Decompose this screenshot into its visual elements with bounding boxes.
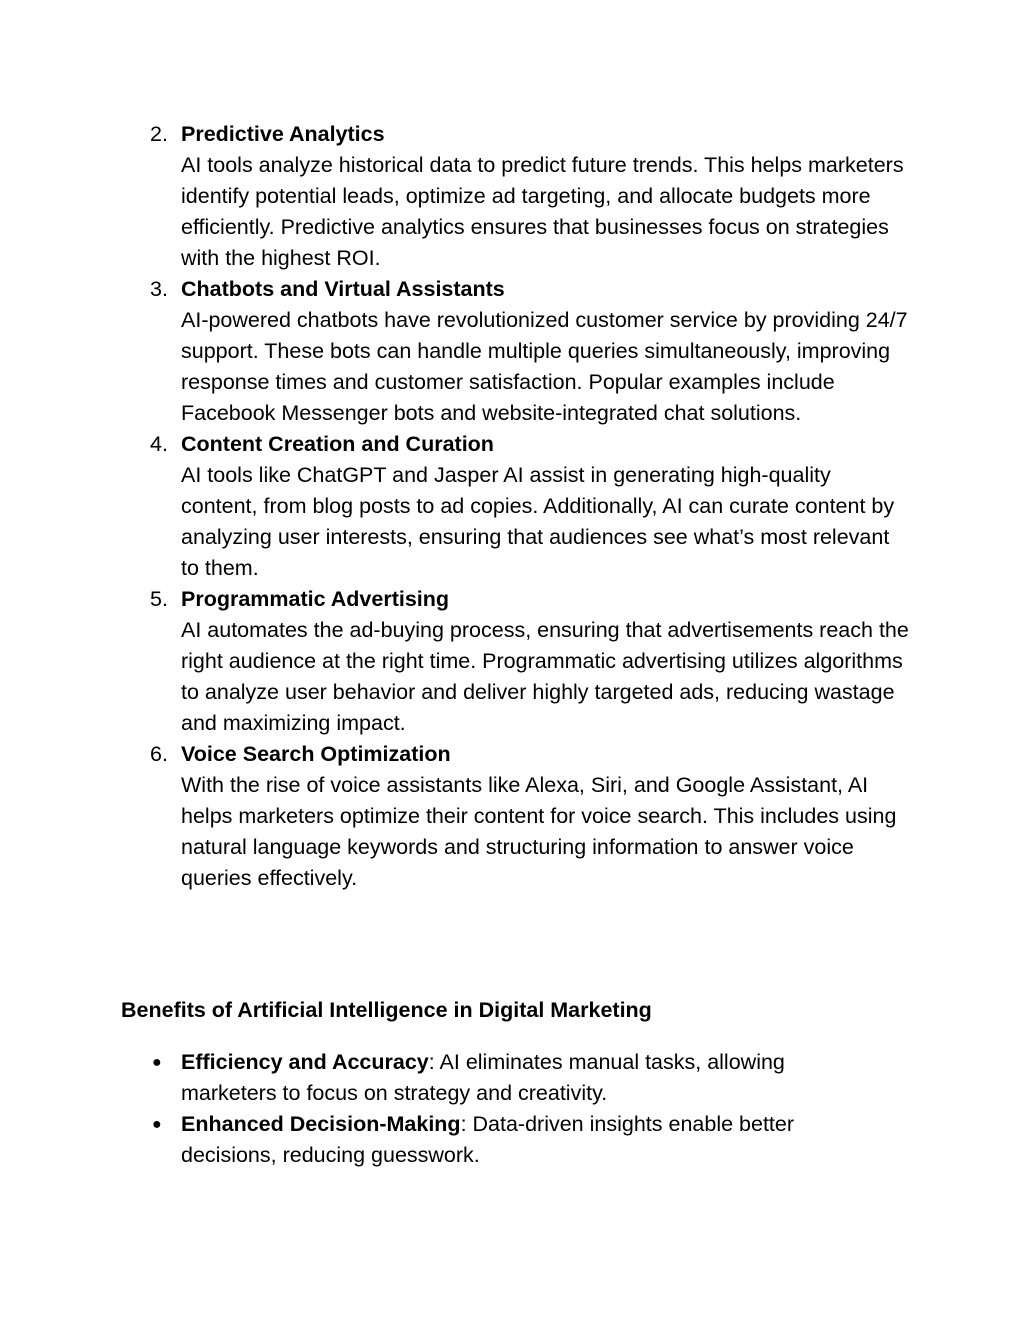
list-item-title: Voice Search Optimization [181,742,451,766]
list-item-title: Content Creation and Curation [181,432,494,456]
list-item-description: With the rise of voice assistants like Alexa, Siri, and Google Assistant, AI helps marketers optimize their content for voice search. This includes using natural language keywords and structuring information to answer voice queries effectively. [181,773,897,890]
benefit-title: Efficiency and Accuracy [181,1050,429,1074]
list-number: 4. [150,432,168,456]
list-item [0,584,911,739]
benefit-text: : Data-driven insights enable better decisions, reducing guesswork. [181,1112,795,1167]
list-item-title: Programmatic Advertising [181,587,450,611]
list-item [0,274,911,429]
list-item [0,1109,861,1171]
list-item [0,119,911,274]
list-item-description: AI tools analyze historical data to predict future trends. This helps marketers identify potential leads, optimize ad targeting, and allocate budgets more efficiently. Predictive analytics ensures that businesses focus on strategies with the highest ROI. [181,153,904,270]
list-item [0,739,911,894]
section-heading: Benefits of Artificial Intelligence in Digital Marketing [121,998,652,1022]
list-item-description: AI-powered chatbots have revolutionized customer service by providing 24/7 support. These bots can handle multiple queries simultaneously, improving response times and customer satisfaction. Popular examples include Facebook Messenger bots and website-integrated chat solutions. [181,308,908,425]
list-item [0,429,911,584]
list-item-title: Predictive Analytics [181,122,385,146]
benefit-text: : AI eliminates manual tasks, allowing marketers to focus on strategy and creativity. [181,1050,785,1105]
list-number: 6. [150,742,168,766]
list-item-description: AI automates the ad-buying process, ensuring that advertisements reach the right audience at the right time. Programmatic advertising utilizes algorithms to analyze user behavior and deliver highly targeted ads, reducing wastage and maximizing impact. [181,618,909,735]
list-number: 2. [150,122,168,146]
list-item-description: AI tools like ChatGPT and Jasper AI assist in generating high-quality content, from blog posts to ad copies. Additionally, AI can curate content by analyzing user interests, ensuring that audiences see what’s most relevant to them. [181,463,895,580]
benefits-list [0,1047,1024,1171]
list-number: 3. [150,277,168,301]
list-item [0,1047,861,1109]
benefit-title: Enhanced Decision-Making [181,1112,461,1136]
list-number: 5. [150,587,168,611]
bullet-icon: ● [152,1054,162,1071]
numbered-list [0,119,1024,894]
list-item-title: Chatbots and Virtual Assistants [181,277,505,301]
bullet-icon: ● [152,1116,162,1133]
